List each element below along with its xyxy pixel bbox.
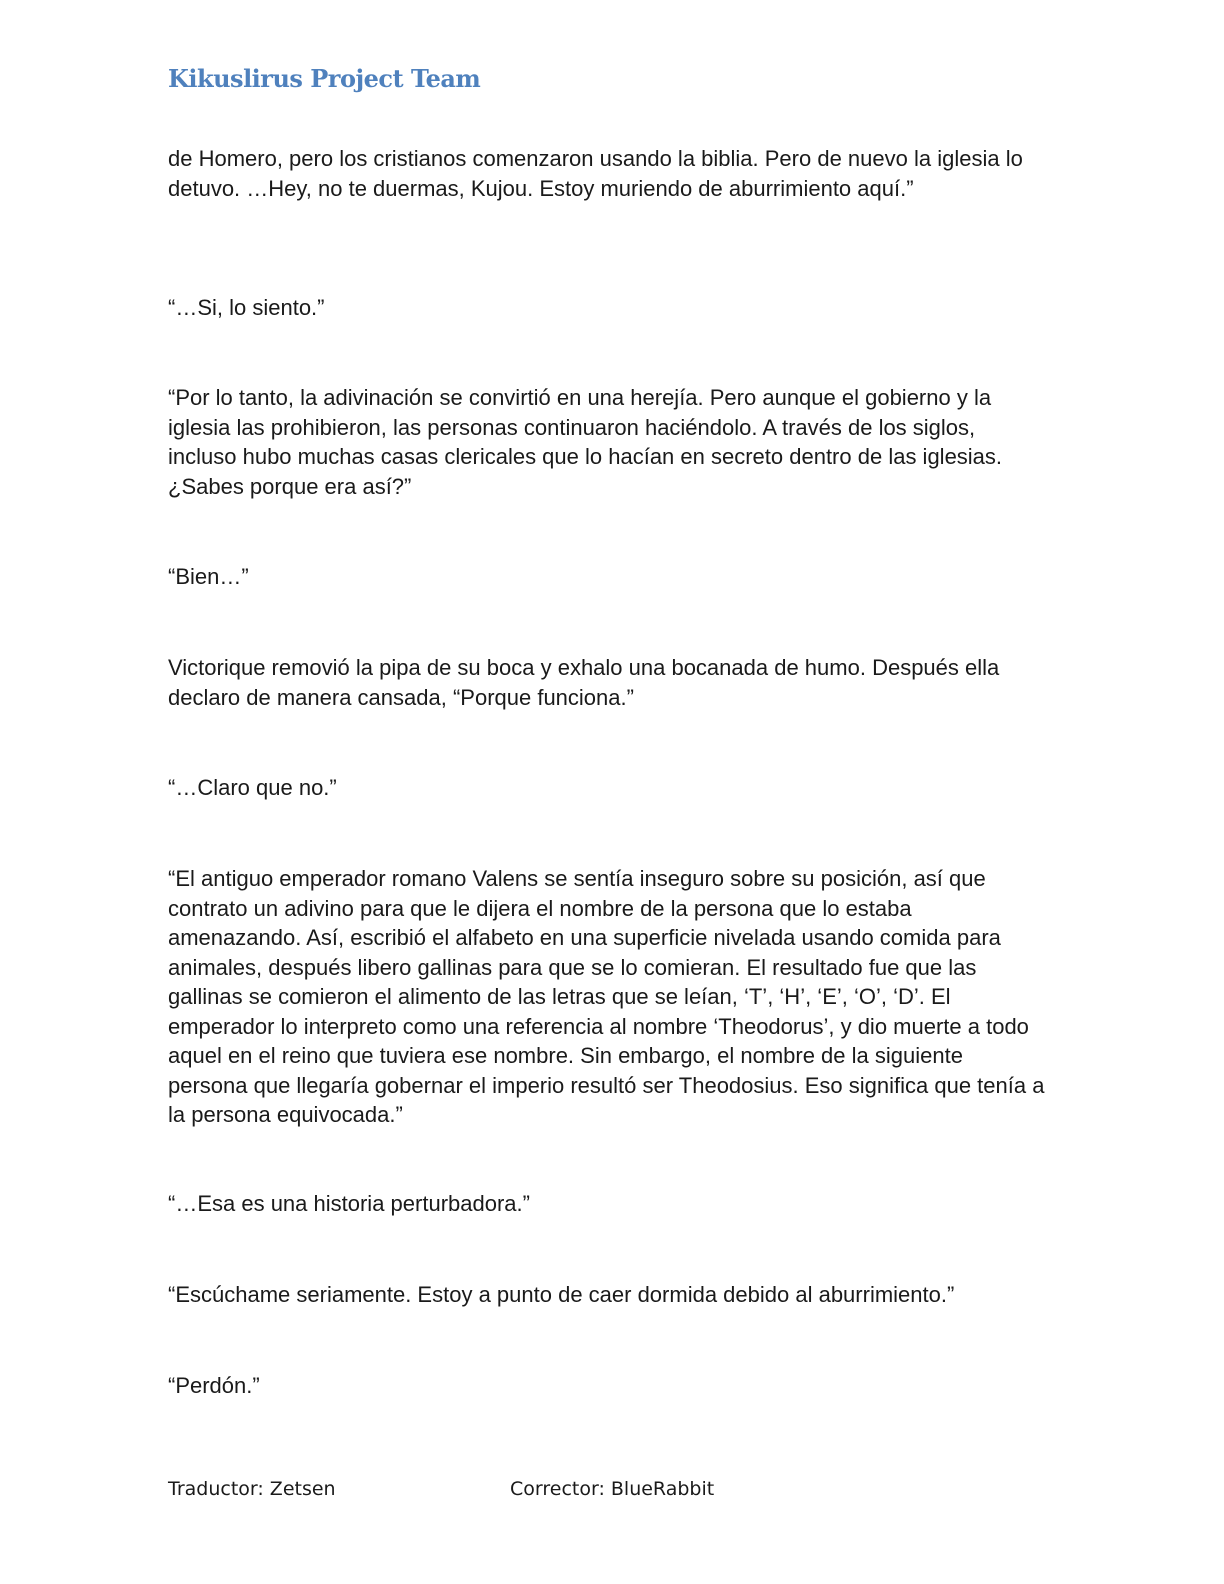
paragraph-3: “Por lo tanto, la adivinación se convirtió en una herejía. Pero aunque el gobierno y la iglesia las prohibieron, las personas continuaron haciéndolo. A través de los siglos, incluso hubo muchas casas clericales que lo hacían en secreto dentro de las iglesias. ¿Sabes porque era así?”: [168, 385, 1003, 499]
paragraph-7: “El antiguo emperador romano Valens se sentía inseguro sobre su posición, así que contrato un adivino para que le dijera el nombre de la persona que lo estaba amenazando. Así, escribió el alfabeto en una superficie nivelada usando comida para animales, después libero gallinas para que se lo comieran. El resultado fue que las gallinas se comieron el alimento de las letras que se leían, ‘T’, ‘H’, ‘E’, ‘O’, ‘D’. El emperador lo interpreto como una referencia al nombre ‘Theodorus’, y dio muerte a todo aquel en el reino que tuviera ese nombre. Sin embargo, el nombre de la siguiente persona que llegaría gobernar el imperio resultó ser Theodosius. Eso significa que tenía a la persona equivocada.”: [168, 866, 1045, 1127]
paragraph-10: “Perdón.”: [168, 1373, 260, 1398]
paragraph-9: “Escúchame seriamente. Estoy a punto de caer dormida debido al aburrimiento.”: [168, 1282, 955, 1307]
paragraph-1: de Homero, pero los cristianos comenzaron usando la biblia. Pero de nuevo la iglesia lo detuvo. …Hey, no te duermas, Kujou. Estoy muriendo de aburrimiento aquí.”: [168, 146, 1023, 201]
page-header-title: Kikuslirus Project Team: [168, 64, 481, 93]
paragraph-2: “…Si, lo siento.”: [168, 295, 325, 320]
footer-corrector: Corrector: BlueRabbit: [510, 1478, 715, 1500]
paragraph-4: “Bien…”: [168, 564, 249, 589]
paragraph-6: “…Claro que no.”: [168, 775, 337, 800]
paragraph-8: “…Esa es una historia perturbadora.”: [168, 1191, 530, 1216]
footer-translator: Traductor: Zetsen: [168, 1478, 336, 1500]
paragraph-5: Victorique removió la pipa de su boca y exhalo una bocanada de humo. Después ella declaro de manera cansada, “Porque funciona.”: [168, 655, 1000, 710]
